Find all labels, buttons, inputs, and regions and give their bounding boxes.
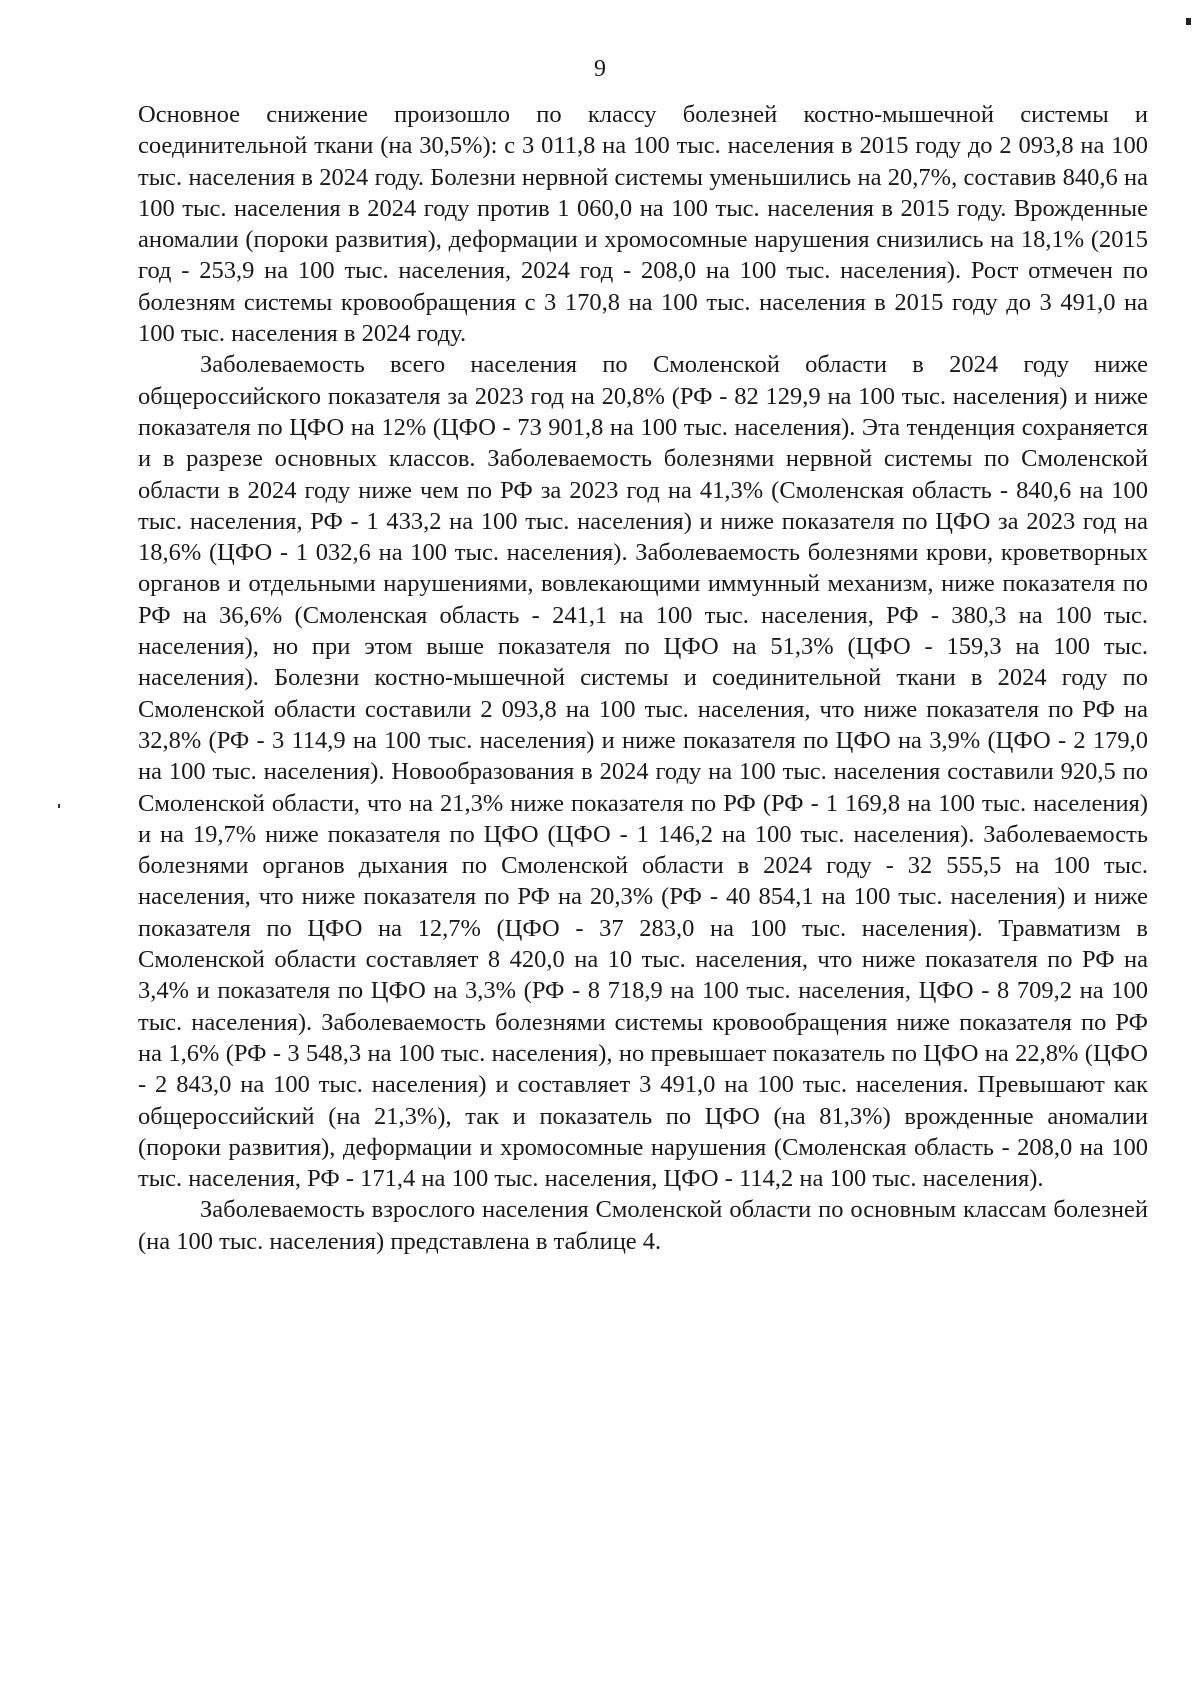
paragraph-regional-comparison: Заболеваемость всего населения по Смоленской области в 2024 году ниже общероссийского показателя за 2023 год на 20,8% (РФ - 82 129,9 на 100 тыс. населения) и ниже показателя по ЦФО на 12% (ЦФО - 73 901,8 на 100 тыс. населения). Эта тенденция сохраняется и в разрезе основных классов. Заболеваемость болезнями нервной системы по Смоленской области в 2024 году ниже чем по РФ за 2023 год на 41,3% (Смоленская область - 840,6 на 100 тыс. населения, РФ - 1 433,2 на 100 тыс. населения) и ниже показателя по ЦФО за 2023 год на 18,6% (ЦФО - 1 032,6 на 100 тыс. населения). Заболеваемость болезнями крови, кроветворных органов и отдельными нарушениями, вовлекающими иммунный механизм, ниже показателя по РФ на 36,6% (Смоленская область - 241,1 на 100 тыс. населения, РФ - 380,3 на 100 тыс. населения), но при этом выше показателя по ЦФО на 51,3% (ЦФО - 159,3 на 100 тыс. населения). Болезни костно-мышечной системы и соединительной ткани в 2024 году по Смоленской области составили 2 093,8 на 100 тыс. населения, что ниже показателя по РФ на 32,8% (РФ - 3 114,9 на 100 тыс. населения) и ниже показателя по ЦФО на 3,9% (ЦФО - 2 179,0 на 100 тыс. населения). Новообразования в 2024 году на 100 тыс. населения составили 920,5 по Смоленской области, что на 21,3% ниже показателя по РФ (РФ - 1 169,8 на 100 тыс. населения) и на 19,7% ниже показателя по ЦФО (ЦФО - 1 146,2 на 100 тыс. населения). Заболеваемость болезнями органов дыхания по Смоленской области в 2024 году - 32 555,5 на 100 тыс. населения, что ниже показателя по РФ на 20,3% (РФ - 40 854,1 на 100 тыс. населения) и ниже показателя по ЦФО на 12,7% (ЦФО - 37 283,0 на 100 тыс. населения). Травматизм в Смоленской области составляет 8 420,0 на 10 тыс. населения, что ниже показателя по РФ на 3,4% и показателя по ЦФО на 3,3% (РФ - 8 718,9 на 100 тыс. населения, ЦФО - 8 709,2 на 100 тыс. населения). Заболеваемость болезнями системы кровообращения ниже показателя по РФ на 1,6% (РФ - 3 548,3 на 100 тыс. населения), но превышает показатель по ЦФО на 22,8% (ЦФО - 2 843,0 на 100 тыс. населения) и составляет 3 491,0 на 100 тыс. населения. Превышают как общероссийский (на 21,3%), так и показатель по ЦФО (на 81,3%) врожденные аномалии (пороки развития), деформации и хромосомные нарушения (Смоленская область - 208,0 на 100 тыс. населения, РФ - 171,4 на 100 тыс. населения, ЦФО - 114,2 на 100 тыс. населения). [138,351,1148,1193]
document-body [138,99,1148,1257]
scan-speck [58,804,60,808]
page-number: 9 [594,56,606,82]
scan-speck [1186,18,1191,25]
paragraph-table-reference: Заболеваемость взрослого населения Смоленской области по основным классам болезней (на 100 тыс. населения) представлена в таблице 4. [138,1196,1148,1255]
paragraph-bone-muscle-decline: Основное снижение произошло по классу болезней костно-мышечной системы и соединительной ткани (на 30,5%): с 3 011,8 на 100 тыс. населения в 2015 году до 2 093,8 на 100 тыс. населения в 2024 году. Болезни нервной системы уменьшились на 20,7%, составив 840,6 на 100 тыс. населения в 2024 году против 1 060,0 на 100 тыс. населения в 2015 году. Врожденные аномалии (пороки развития), деформации и хромосомные нарушения снизились на 18,1% (2015 год - 253,9 на 100 тыс. населения, 2024 год - 208,0 на 100 тыс. населения). Рост отмечен по болезням системы кровообращения с 3 170,8 на 100 тыс. населения в 2015 году до 3 491,0 на 100 тыс. населения в 2024 году. [138,101,1148,348]
